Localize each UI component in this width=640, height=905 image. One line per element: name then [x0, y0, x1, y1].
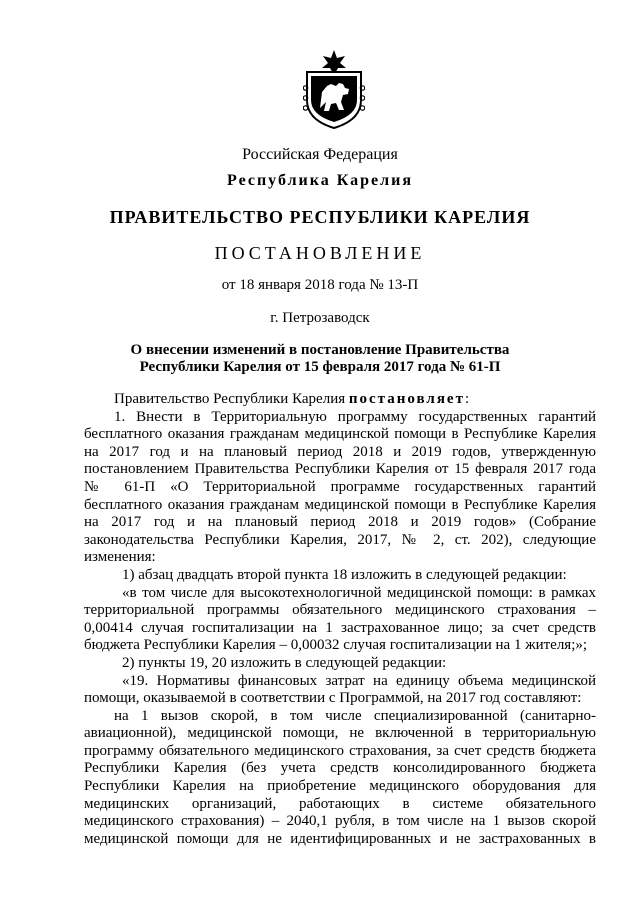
paragraph-line: изменения:: [84, 549, 156, 566]
paragraph-line: «в том числе для высокотехнологичной медицинской помощи: в рамках: [122, 584, 596, 601]
city-line: г. Петрозаводск: [270, 310, 370, 326]
paragraph-line: № 61-П «О Территориальной программе государственных гарантий: [84, 478, 596, 495]
paragraph-line: бесплатного оказания гражданам медицинской помощи в Республике Карелия: [84, 426, 596, 443]
paragraph-line: бесплатного оказания гражданам медицинской помощи в Республике Карелия: [84, 496, 596, 513]
intro-verb: постановляет: [348, 391, 465, 407]
subject-line-1: О внесении изменений в постановление Правительства: [130, 342, 510, 358]
paragraph-line: авиационной), медицинской помощи, не включенной в территориальную: [84, 725, 596, 742]
date-number-line: от 18 января 2018 года № 13-П: [221, 277, 419, 293]
paragraph-line: на 2017 год и на плановый период 2018 и 2019 годов» (Собрание: [84, 514, 596, 531]
subject-line-2: Республики Карелия от 15 февраля 2017 года № 61-П: [139, 359, 501, 375]
paragraph-line: помощи, оказываемой в соответствии с Программой, на 2017 год составляют:: [84, 690, 582, 707]
paragraph-line: медицинского страхования) – 2040,1 рубля, в том числе на 1 вызов скорой: [84, 813, 596, 830]
paragraph-line: бюджета Республики Карелия – 0,00032 случая госпитализации на 1 жителя;»;: [84, 637, 588, 654]
paragraph-line: «19. Нормативы финансовых затрат на единицу объема медицинской: [122, 672, 596, 689]
paragraph-line: постановлением Правительства Республики Карелия от 15 февраля 2017 года: [84, 461, 596, 478]
paragraph-line: законодательства Республики Карелия, 2017, № 2, ст. 202), следующие: [84, 531, 596, 548]
paragraph-line: 1. Внести в Территориальную программу государственных гарантий: [114, 408, 596, 425]
coat-of-arms-emblem: [303, 48, 365, 130]
paragraph-line: на 1 вызов скорой, в том числе специализированной (санитарно-: [114, 707, 596, 724]
paragraph-line: медицинских организаций, работающих в системе обязательного: [84, 795, 596, 812]
paragraph-line: на 2017 год и на плановый период 2018 и 2019 годов, утвержденную: [84, 443, 596, 460]
subitem-title: 1) абзац двадцать второй пункта 18 изложить в следующей редакции:: [122, 566, 567, 583]
document-body: [84, 391, 596, 848]
paragraph-line: Республики Карелия на приобретение медицинского оборудования для: [84, 778, 596, 795]
country-title: Российская Федерация: [242, 146, 398, 163]
intro-line: [84, 391, 596, 409]
paragraph-line: 0,00414 случая госпитализации на 1 застрахованное лицо; за счет средств: [84, 619, 596, 636]
paragraph-line: Республики Карелия (без учета средств консолидированного бюджета: [84, 760, 596, 777]
intro-colon: :: [464, 391, 470, 407]
republic-title: Республика Карелия: [227, 172, 413, 189]
paragraph-line: программу обязательного медицинского страхования, за счет средств бюджета: [84, 742, 596, 759]
paragraph-line: территориальной программы обязательного медицинского страхования –: [84, 602, 596, 619]
government-title: ПРАВИТЕЛЬСТВО РЕСПУБЛИКИ КАРЕЛИЯ: [109, 207, 531, 227]
document-type-title: ПОСТАНОВЛЕНИЕ: [214, 243, 426, 263]
subitem-title: 2) пункты 19, 20 изложить в следующей редакции:: [122, 654, 447, 671]
intro-text: Правительство Республики Карелия: [114, 391, 346, 407]
paragraph-line: медицинской помощи для не идентифицированных и не застрахованных в: [84, 830, 596, 847]
